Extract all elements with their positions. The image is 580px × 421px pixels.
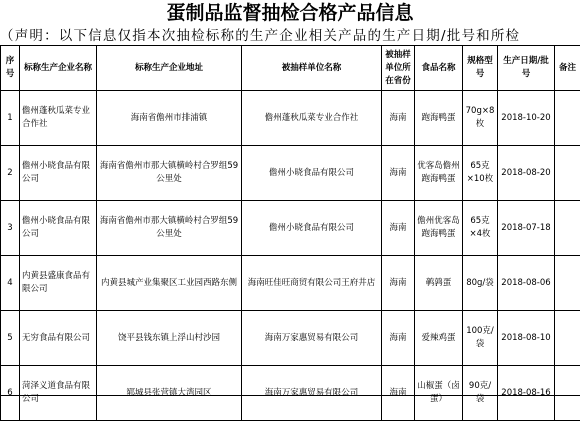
cell-index: 2 xyxy=(1,146,20,201)
cell-production-date: 2018-10-20 xyxy=(498,91,555,146)
header-province: 被抽样单位所在省份 xyxy=(382,46,415,91)
cell-producer-name: 儋州蓬秋瓜菜专业合作社 xyxy=(20,91,97,146)
cell-producer-name: 无穷食品有限公司 xyxy=(20,311,97,366)
cell-production-date: 2018-08-10 xyxy=(498,311,555,366)
cell-production-date: 2018-07-18 xyxy=(498,201,555,256)
header-food-name: 食品名称 xyxy=(415,46,463,91)
cell-remarks xyxy=(555,366,580,421)
header-production-date: 生产日期/批号 xyxy=(498,46,555,91)
cell-production-date: 2018-08-20 xyxy=(498,146,555,201)
cell-spec: 100克/袋 xyxy=(463,311,498,366)
cell-producer-name: 内黄县盛康食品有限公司 xyxy=(20,256,97,311)
header-producer-name: 标称生产企业名称 xyxy=(20,46,97,91)
header-remarks: 备注 xyxy=(555,46,580,91)
cell-index: 5 xyxy=(1,311,20,366)
table-row xyxy=(1,256,580,311)
cell-food-name: 跑海鸭蛋 xyxy=(415,91,463,146)
cell-province: 海南 xyxy=(382,256,415,311)
cell-sampled-unit: 海南万家惠贸易有限公司 xyxy=(242,366,382,421)
cell-province: 海南 xyxy=(382,146,415,201)
cell-food-name: 优客岛儋州跑海鸭蛋 xyxy=(415,146,463,201)
cell-producer-address: 海南省儋州市那大镇横岭村合罗组59公里处 xyxy=(97,146,242,201)
cell-producer-name: 菏泽义道食品有限公司 xyxy=(20,366,97,421)
cell-sampled-unit: 儋州小晓食品有限公司 xyxy=(242,201,382,256)
table-row xyxy=(1,201,580,256)
table-row xyxy=(1,366,580,421)
inspection-table xyxy=(0,45,580,421)
cell-producer-name: 儋州小晓食品有限公司 xyxy=(20,146,97,201)
cell-province: 海南 xyxy=(382,311,415,366)
cell-food-name: 山椒蛋（卤蛋） xyxy=(415,366,463,421)
cell-food-name: 爱辣鸡蛋 xyxy=(415,311,463,366)
cell-sampled-unit: 儋州小晓食品有限公司 xyxy=(242,146,382,201)
cell-remarks xyxy=(555,146,580,201)
table-header-row xyxy=(1,46,580,91)
header-sampled-unit: 被抽样单位名称 xyxy=(242,46,382,91)
cell-food-name: 鹌鹑蛋 xyxy=(415,256,463,311)
cell-sampled-unit: 海南旺佳旺商贸有限公司王府井店 xyxy=(242,256,382,311)
cell-spec: 90克/袋 xyxy=(463,366,498,421)
cell-spec: 80g/袋 xyxy=(463,256,498,311)
cell-producer-name: 儋州小晓食品有限公司 xyxy=(20,201,97,256)
table-next-row-edge xyxy=(0,395,580,401)
header-index: 序号 xyxy=(1,46,20,91)
cell-producer-address: 饶平县钱东镇上浮山村沙园 xyxy=(97,311,242,366)
cell-province: 海南 xyxy=(382,366,415,421)
cell-spec: 65克×4枚 xyxy=(463,201,498,256)
cell-remarks xyxy=(555,91,580,146)
cell-producer-address: 郓城县张营镇大湾园区 xyxy=(97,366,242,421)
header-spec: 规格型号 xyxy=(463,46,498,91)
cell-spec: 70g×8枚 xyxy=(463,91,498,146)
cell-producer-address: 海南省儋州市那大镇横岭村合罗组59公里处 xyxy=(97,201,242,256)
table-row xyxy=(1,146,580,201)
table-row xyxy=(1,91,580,146)
cell-remarks xyxy=(555,311,580,366)
cell-spec: 65克×10枚 xyxy=(463,146,498,201)
header-producer-address: 标称生产企业地址 xyxy=(97,46,242,91)
cell-food-name: 儋州优客岛跑海鸭蛋 xyxy=(415,201,463,256)
cell-sampled-unit: 儋州蓬秋瓜菜专业合作社 xyxy=(242,91,382,146)
cell-index: 3 xyxy=(1,201,20,256)
cell-province: 海南 xyxy=(382,201,415,256)
cell-producer-address: 海南省儋州市排浦镇 xyxy=(97,91,242,146)
cell-sampled-unit: 海南万家惠贸易有限公司 xyxy=(242,311,382,366)
cell-remarks xyxy=(555,201,580,256)
cell-index: 1 xyxy=(1,91,20,146)
cell-producer-address: 内黄县城产业集聚区工业园西路东侧 xyxy=(97,256,242,311)
declaration-text: （声明：以下信息仅指本次抽检标称的生产企业相关产品的生产日期/批号和所检 xyxy=(0,27,580,45)
cell-index: 6 xyxy=(1,366,20,421)
cell-index: 4 xyxy=(1,256,20,311)
table-row xyxy=(1,311,580,366)
cell-province: 海南 xyxy=(382,91,415,146)
cell-production-date: 2018-08-16 xyxy=(498,366,555,421)
cell-production-date: 2018-08-06 xyxy=(498,256,555,311)
page-title: 蛋制品监督抽检合格产品信息 xyxy=(0,0,580,26)
cell-remarks xyxy=(555,256,580,311)
